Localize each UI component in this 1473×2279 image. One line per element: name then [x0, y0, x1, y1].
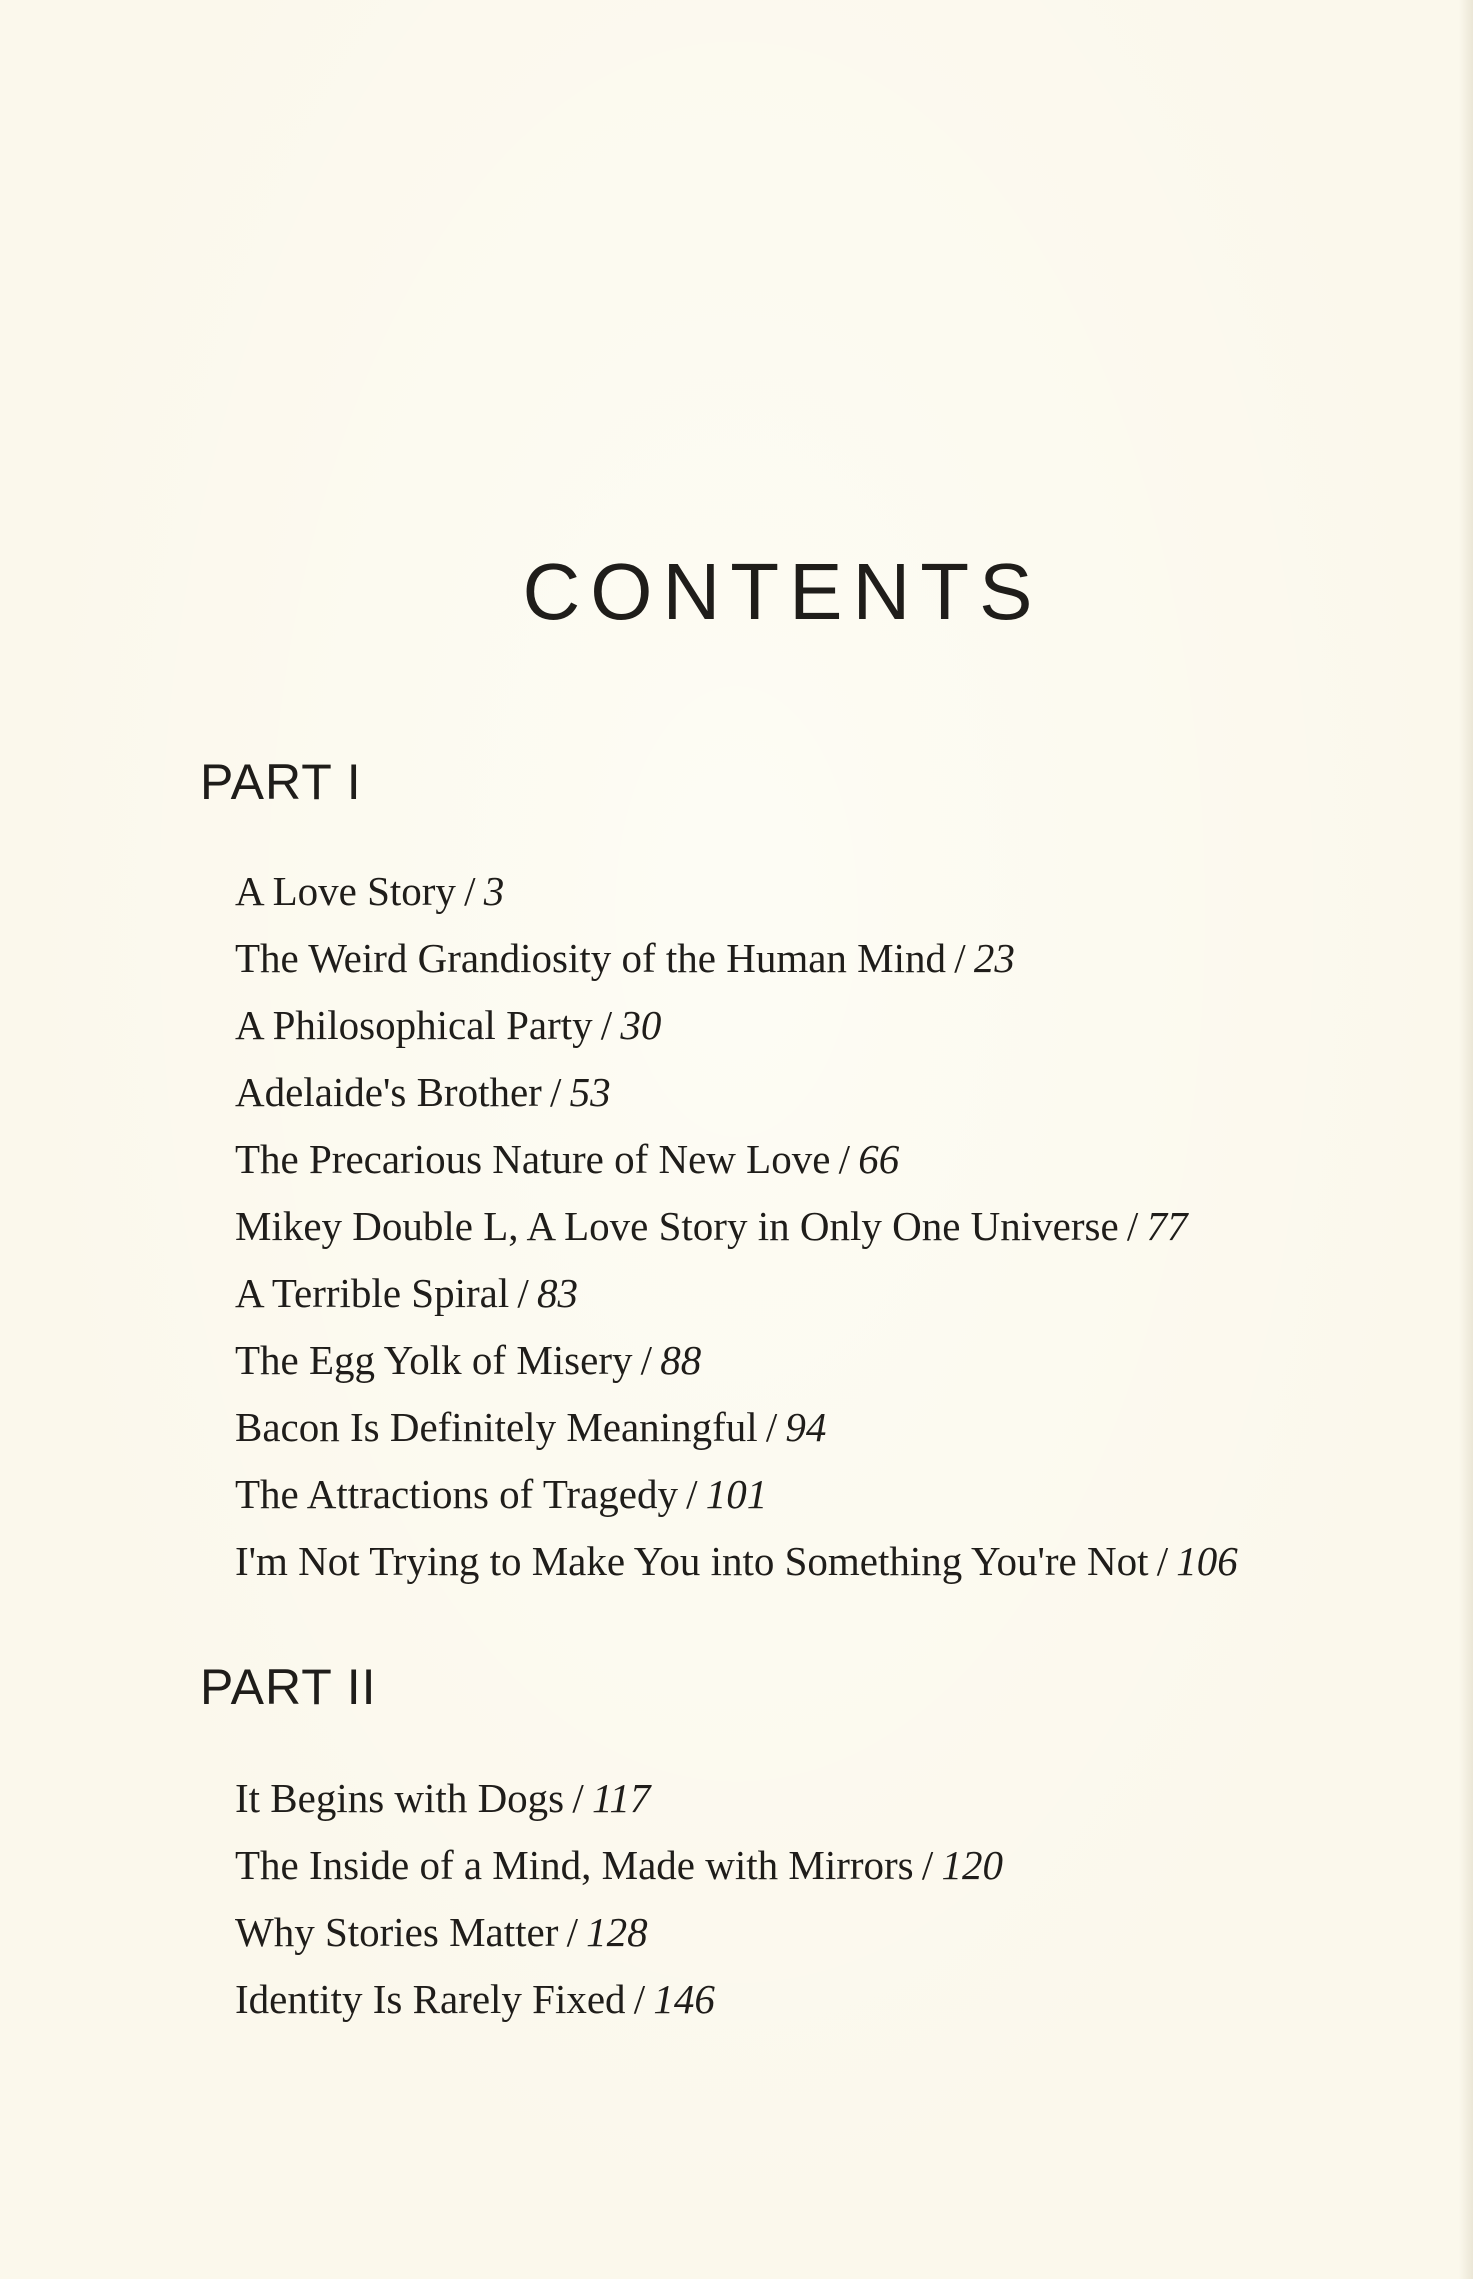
entry-title: A Terrible Spiral [235, 1270, 510, 1316]
entry-page-number: 3 [483, 868, 505, 914]
part-1-entry-list [235, 858, 1238, 1595]
entry-title: Bacon Is Definitely Meaningful [235, 1404, 758, 1450]
entry-title: Mikey Double L, A Love Story in Only One Universe [235, 1203, 1119, 1249]
entry-title: The Egg Yolk of Misery [235, 1337, 633, 1383]
entry-title: Identity Is Rarely Fixed [235, 1976, 626, 2022]
toc-entry [235, 1899, 1003, 1966]
entry-separator: / [921, 1842, 934, 1888]
entry-title: It Begins with Dogs [235, 1775, 565, 1821]
entry-title: A Love Story [235, 868, 456, 914]
entry-separator: / [765, 1404, 778, 1450]
entry-separator: / [686, 1471, 698, 1517]
entry-separator: / [954, 935, 966, 981]
toc-entry [235, 1126, 1238, 1193]
entry-page-number: 83 [537, 1270, 578, 1316]
entry-page-number: 23 [973, 935, 1015, 981]
entry-page-number: 106 [1176, 1538, 1238, 1584]
entry-title: The Weird Grandiosity of the Human Mind [235, 935, 947, 981]
entry-page-number: 77 [1146, 1203, 1188, 1249]
entry-title: A Philosophical Party [235, 1002, 593, 1048]
entry-separator: / [600, 1002, 613, 1048]
entry-separator: / [1156, 1538, 1169, 1584]
part-1-heading: PART I [200, 754, 362, 810]
toc-entry [235, 1966, 1003, 2033]
entry-separator: / [550, 1069, 562, 1115]
toc-entry [235, 1765, 1003, 1832]
toc-entry [235, 1193, 1238, 1260]
entry-page-number: 66 [858, 1136, 900, 1182]
toc-entry [235, 1059, 1238, 1126]
entry-separator: / [1126, 1203, 1139, 1249]
entry-separator: / [517, 1270, 529, 1316]
page-edge-shadow [1459, 0, 1473, 2279]
entry-page-number: 101 [705, 1471, 768, 1517]
entry-title: Why Stories Matter [235, 1909, 559, 1955]
toc-entry [235, 1260, 1238, 1327]
toc-entry [235, 1327, 1238, 1394]
toc-entry [235, 1528, 1238, 1595]
contents-title: CONTENTS [522, 546, 1043, 636]
entry-separator: / [464, 868, 476, 914]
entry-title: I'm Not Trying to Make You into Something You're Not [235, 1538, 1149, 1584]
toc-entry [235, 1461, 1238, 1528]
entry-page-number: 120 [941, 1842, 1003, 1888]
entry-title: The Precarious Nature of New Love [235, 1136, 831, 1182]
entry-page-number: 30 [620, 1002, 662, 1048]
entry-page-number: 117 [591, 1775, 651, 1821]
toc-entry [235, 1832, 1003, 1899]
toc-entry [235, 1394, 1238, 1461]
entry-separator: / [838, 1136, 850, 1182]
entry-page-number: 88 [660, 1337, 702, 1383]
entry-separator: / [566, 1909, 578, 1955]
entry-page-number: 94 [785, 1404, 827, 1450]
entry-title: The Attractions of Tragedy [235, 1471, 678, 1517]
toc-entry [235, 925, 1238, 992]
part-2-heading: PART II [200, 1659, 377, 1715]
entry-page-number: 146 [653, 1976, 715, 2022]
entry-separator: / [640, 1337, 653, 1383]
entry-page-number: 53 [569, 1069, 611, 1115]
toc-entry [235, 858, 1238, 925]
entry-title: The Inside of a Mind, Made with Mirrors [235, 1842, 914, 1888]
entry-title: Adelaide's Brother [235, 1069, 542, 1115]
part-2-entry-list [235, 1765, 1003, 2033]
entry-separator: / [572, 1775, 584, 1821]
entry-separator: / [633, 1976, 646, 2022]
toc-entry [235, 992, 1238, 1059]
entry-page-number: 128 [586, 1909, 648, 1955]
